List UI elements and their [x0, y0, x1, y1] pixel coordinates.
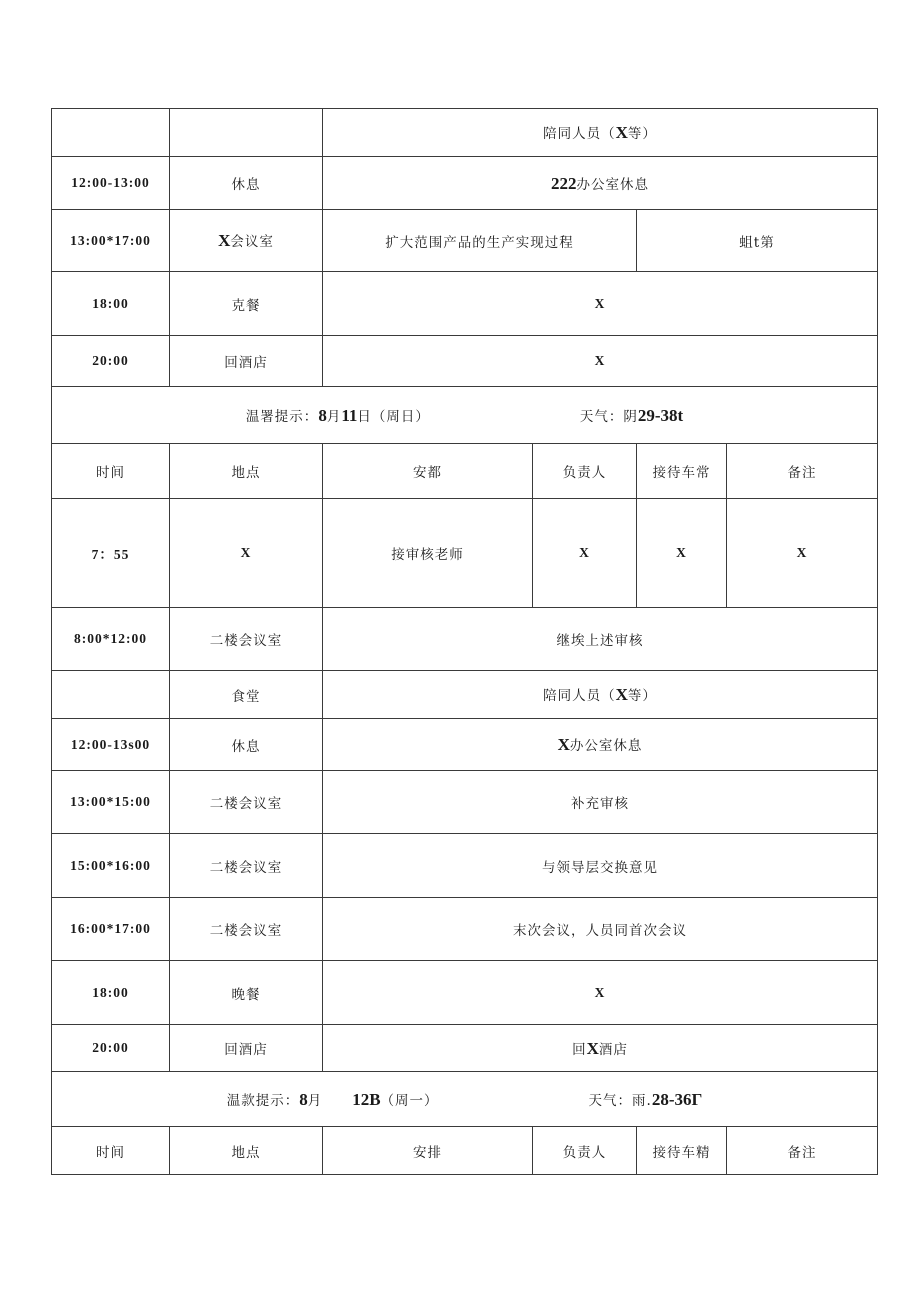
schedule-table	[51, 108, 878, 1175]
table-row	[52, 157, 878, 210]
time-cell	[52, 671, 170, 719]
header-arrangement: 安排	[323, 1127, 533, 1175]
header-time: 时间	[52, 1127, 170, 1175]
time-cell: 15:00*16:00	[52, 834, 170, 898]
header-remark: 备注	[727, 444, 878, 499]
table-row	[52, 961, 878, 1025]
content-cell: 扩大范围产品的生产实现过程	[323, 210, 637, 272]
table-row	[52, 336, 878, 387]
reception-cell: X	[637, 499, 727, 608]
content-cell: 222办公室休息	[323, 157, 878, 210]
place-cell: 克餐	[170, 272, 323, 336]
table-row	[52, 771, 878, 834]
table-row	[52, 1025, 878, 1072]
time-cell: 20:00	[52, 1025, 170, 1072]
content-cell: X	[323, 336, 878, 387]
date-banner: 温署提示：8月11日（周日） 天气：阴29-38t	[52, 387, 878, 444]
content-cell: 末次会议，人员同首次会议	[323, 898, 878, 961]
content-cell: X	[323, 272, 878, 336]
time-cell: 13:00*17:00	[52, 210, 170, 272]
time-cell: 12:00-13s00	[52, 719, 170, 771]
time-cell: 16:00*17:00	[52, 898, 170, 961]
table-row	[52, 272, 878, 336]
place-cell: 二楼会议室	[170, 898, 323, 961]
table-row	[52, 109, 878, 157]
time-cell: 20:00	[52, 336, 170, 387]
person-cell: X	[533, 499, 637, 608]
content-cell: 继埃上述审核	[323, 608, 878, 671]
header-place: 地点	[170, 1127, 323, 1175]
place-cell	[170, 109, 323, 157]
table-header-row	[52, 444, 878, 499]
place-cell: 二楼会议室	[170, 834, 323, 898]
content-cell: 接审核老师	[323, 499, 533, 608]
content-cell: 陪同人员（X等）	[323, 109, 878, 157]
table-row	[52, 608, 878, 671]
table-header-row	[52, 1127, 878, 1175]
header-person: 负责人	[533, 444, 637, 499]
content-cell: 补充审核	[323, 771, 878, 834]
date-banner-row	[52, 387, 878, 444]
table-row	[52, 210, 878, 272]
place-cell: 晚餐	[170, 961, 323, 1025]
table-row	[52, 499, 878, 608]
content-cell: X办公室休息	[323, 719, 878, 771]
place-cell: X会议室	[170, 210, 323, 272]
place-cell: 休息	[170, 719, 323, 771]
time-cell: 18:00	[52, 272, 170, 336]
remark-cell: X	[727, 499, 878, 608]
header-reception: 接待车精	[637, 1127, 727, 1175]
content-cell: 与领导层交换意见	[323, 834, 878, 898]
time-cell	[52, 109, 170, 157]
header-person: 负责人	[533, 1127, 637, 1175]
table-row	[52, 671, 878, 719]
date-banner-row	[52, 1072, 878, 1127]
place-cell: X	[170, 499, 323, 608]
table-row	[52, 834, 878, 898]
time-cell: 13:00*15:00	[52, 771, 170, 834]
person-cell: 蛆t第	[637, 210, 878, 272]
table-row	[52, 719, 878, 771]
date-banner: 温款提示：8月 12B（周一） 天气：雨.28-36Γ	[52, 1072, 878, 1127]
place-cell: 二楼会议室	[170, 608, 323, 671]
header-reception: 接待车常	[637, 444, 727, 499]
time-cell: 7：55	[52, 499, 170, 608]
place-cell: 回酒店	[170, 336, 323, 387]
time-cell: 12:00-13:00	[52, 157, 170, 210]
place-cell: 回酒店	[170, 1025, 323, 1072]
header-time: 时间	[52, 444, 170, 499]
time-cell: 18:00	[52, 961, 170, 1025]
content-cell: X	[323, 961, 878, 1025]
content-cell: 回X酒店	[323, 1025, 878, 1072]
table-row	[52, 898, 878, 961]
place-cell: 二楼会议室	[170, 771, 323, 834]
place-cell: 休息	[170, 157, 323, 210]
place-cell: 食堂	[170, 671, 323, 719]
header-arrangement: 安都	[323, 444, 533, 499]
time-cell: 8:00*12:00	[52, 608, 170, 671]
header-remark: 备注	[727, 1127, 878, 1175]
header-place: 地点	[170, 444, 323, 499]
content-cell: 陪同人员（X等）	[323, 671, 878, 719]
